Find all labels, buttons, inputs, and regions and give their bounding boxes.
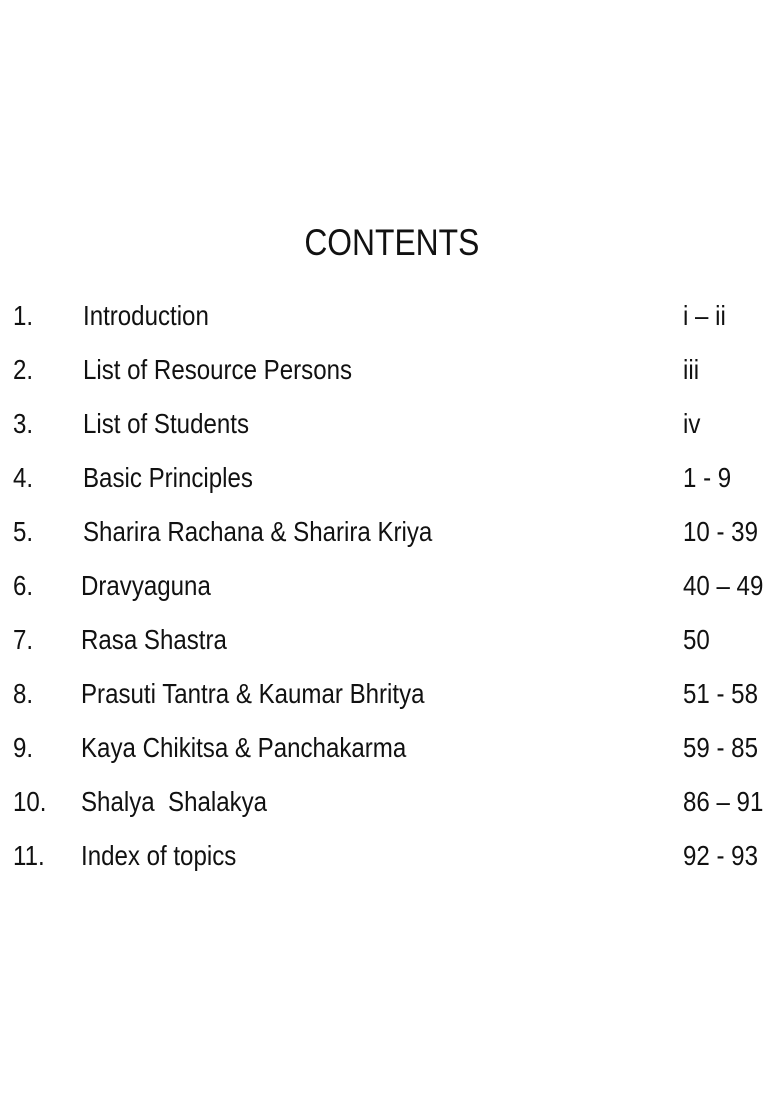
entry-label: Basic Principles <box>83 462 253 493</box>
entry-pages: 10 - 39 <box>683 516 758 547</box>
toc-entry <box>0 354 780 394</box>
entry-pages: 92 - 93 <box>683 840 758 871</box>
entry-pages: iii <box>683 354 700 385</box>
entry-label: Rasa Shastra <box>81 624 227 655</box>
entry-pages: 40 – 49 <box>683 570 764 601</box>
toc-entry <box>0 462 780 502</box>
entry-label: Introduction <box>83 300 209 331</box>
toc-entry <box>0 624 780 664</box>
entry-number: 11. <box>13 840 45 871</box>
entry-pages: 51 - 58 <box>683 678 758 709</box>
toc-entry <box>0 300 780 340</box>
toc-entry <box>0 570 780 610</box>
toc-entry <box>0 786 780 826</box>
entry-label: Shalya Shalakya <box>81 786 268 817</box>
entry-pages: 86 – 91 <box>683 786 764 817</box>
entry-pages: 59 - 85 <box>683 732 758 763</box>
entry-label: List of Students <box>83 408 249 439</box>
toc-entry <box>0 678 780 718</box>
entry-number: 6. <box>13 570 34 601</box>
entry-number: 4. <box>13 462 34 493</box>
entry-label: Prasuti Tantra & Kaumar Bhritya <box>81 678 425 709</box>
toc-entry <box>0 516 780 556</box>
entry-number: 8. <box>13 678 34 709</box>
entry-label: Dravyaguna <box>81 570 211 601</box>
entry-number: 10. <box>13 786 47 817</box>
entry-label: List of Resource Persons <box>83 354 353 385</box>
entry-pages: 1 - 9 <box>683 462 732 493</box>
entry-number: 3. <box>13 408 34 439</box>
toc-entry <box>0 732 780 772</box>
toc-entry <box>0 408 780 448</box>
page-title: CONTENTS <box>304 222 480 263</box>
entry-number: 7. <box>13 624 34 655</box>
entry-label: Index of topics <box>81 840 237 871</box>
entry-pages: i – ii <box>683 300 726 331</box>
entry-pages: 50 <box>683 624 710 655</box>
entry-number: 5. <box>13 516 34 547</box>
entry-label: Sharira Rachana & Sharira Kriya <box>83 516 433 547</box>
entry-pages: iv <box>683 408 701 439</box>
toc-entry <box>0 840 780 880</box>
entry-number: 1. <box>13 300 34 331</box>
entry-label: Kaya Chikitsa & Panchakarma <box>81 732 407 763</box>
entry-number: 9. <box>13 732 34 763</box>
entry-number: 2. <box>13 354 34 385</box>
